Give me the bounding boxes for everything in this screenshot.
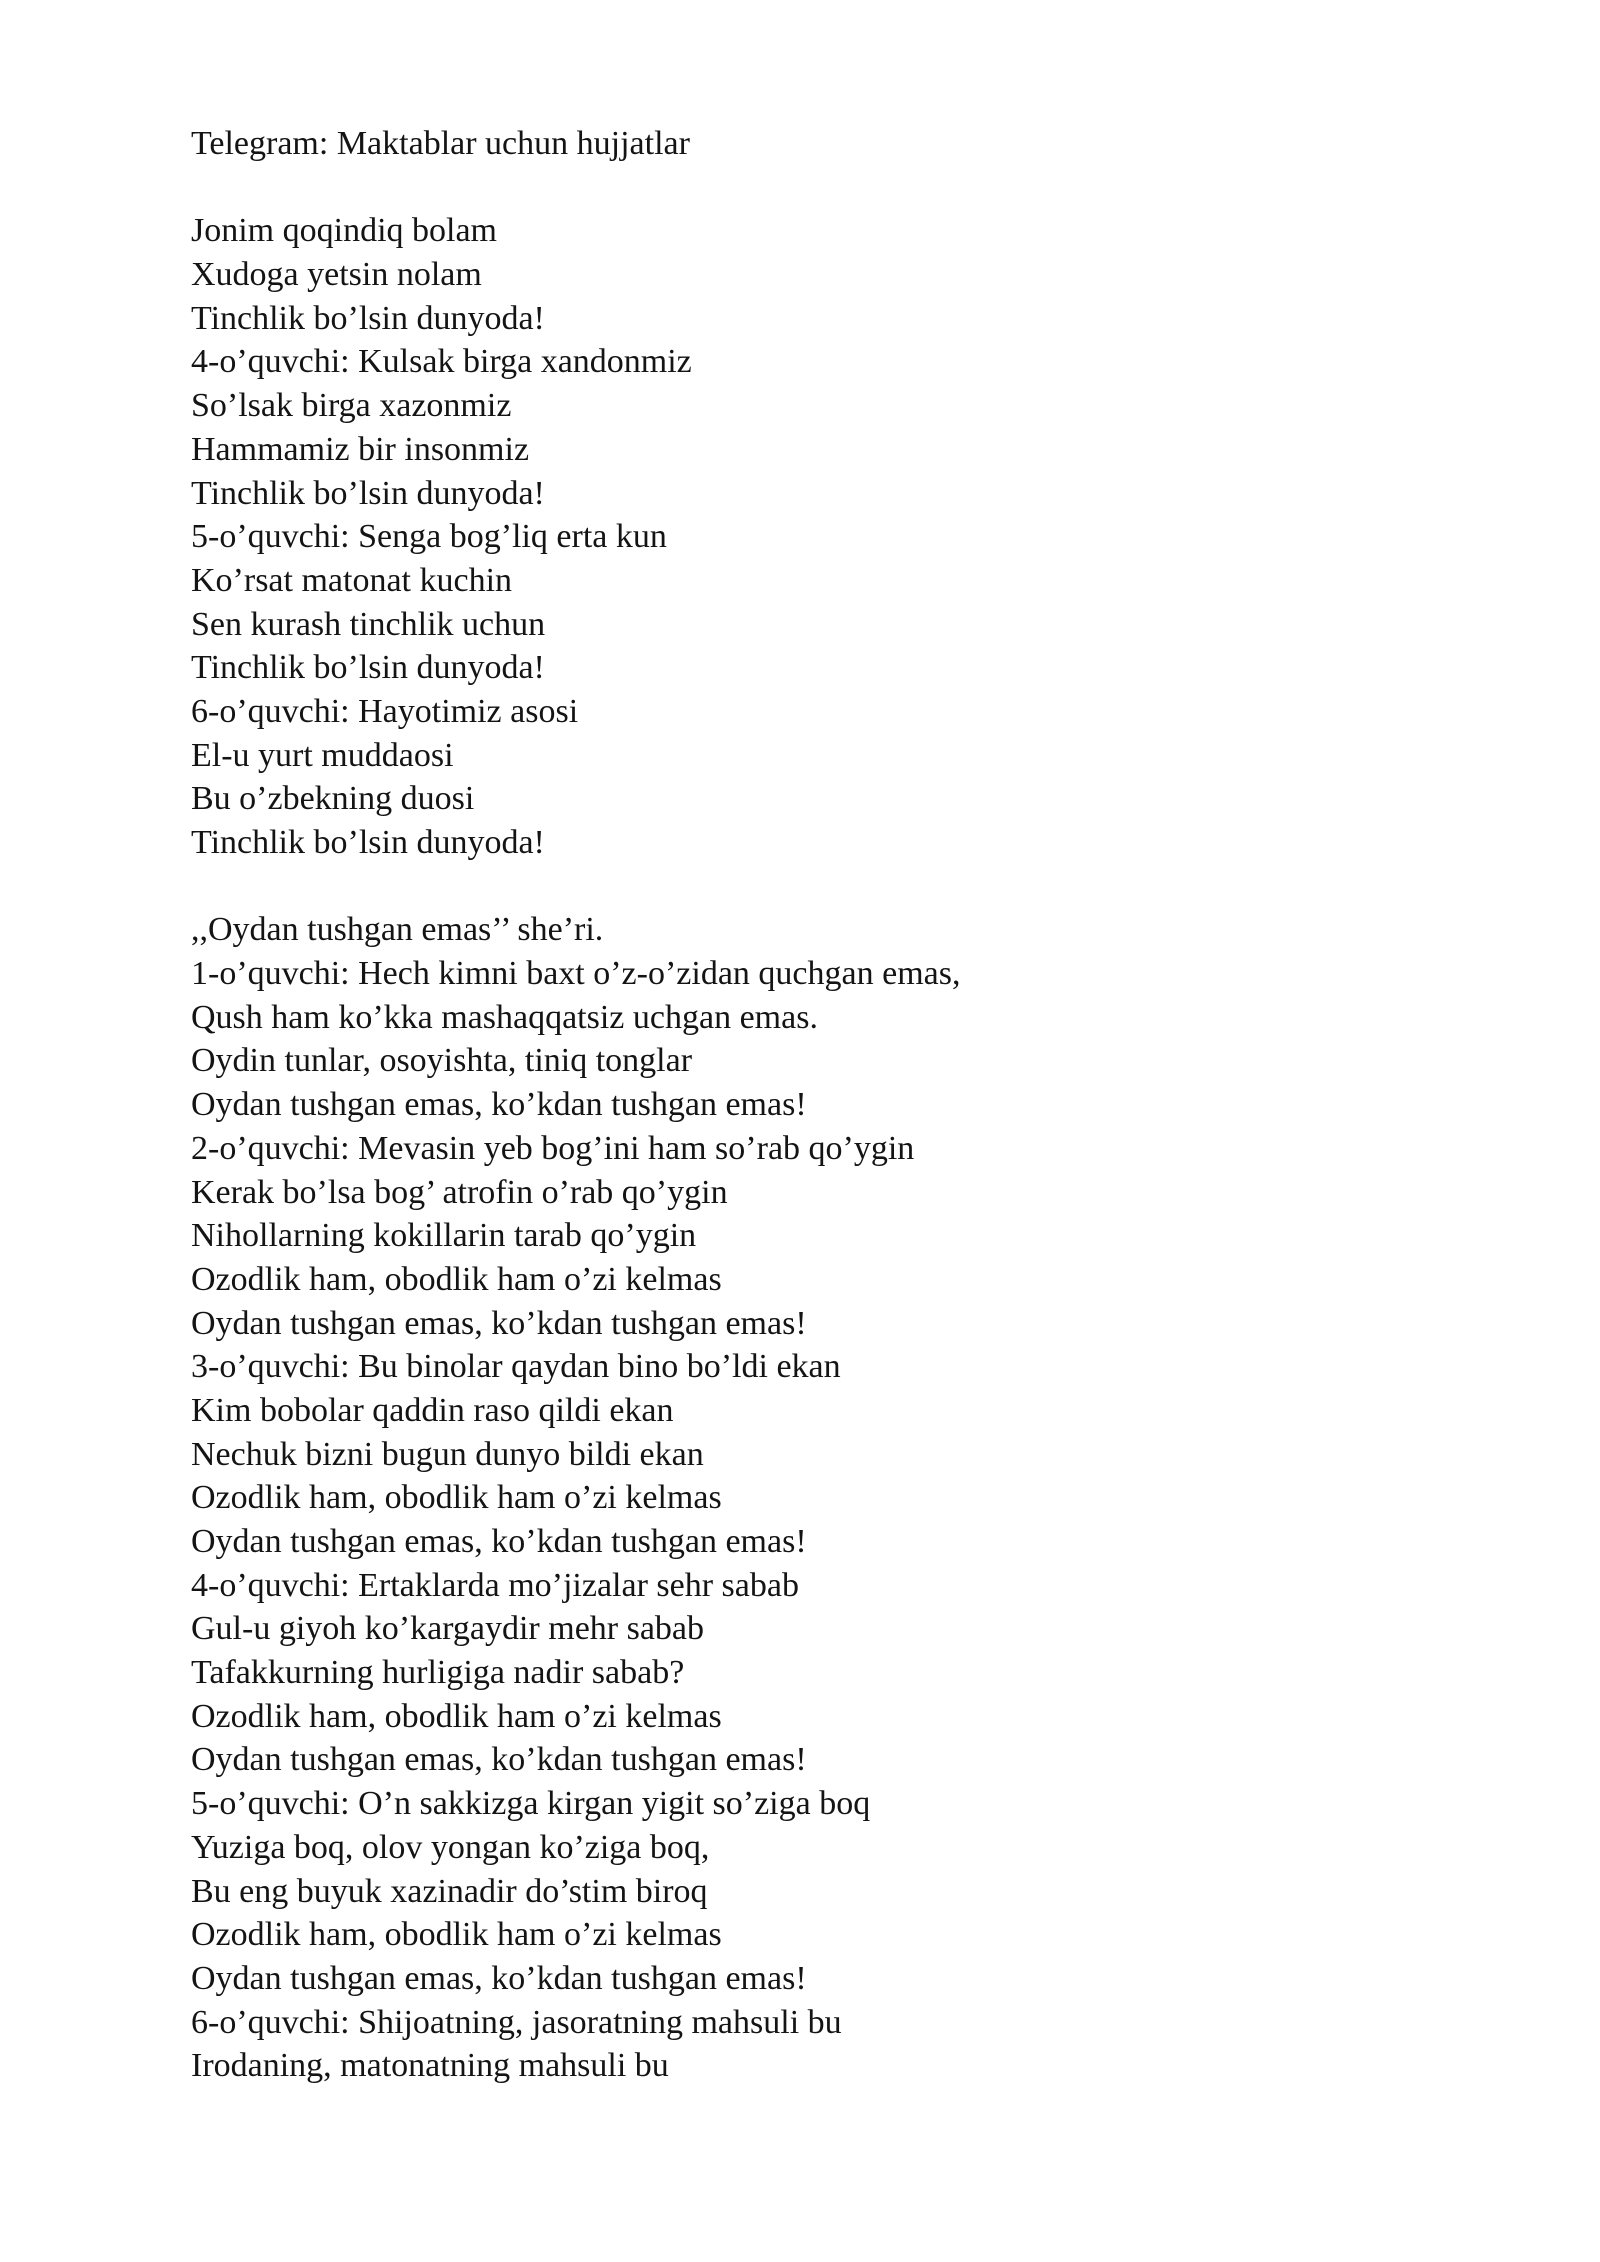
text-line: Ozodlik ham, obodlik ham o’zi kelmas	[191, 1260, 722, 1298]
text-line: Hammamiz bir insonmiz	[191, 430, 530, 468]
document-text	[191, 122, 1451, 2088]
text-line: El-u yurt muddaosi	[191, 736, 454, 774]
text-line: Qush ham ko’kka mashaqqatsiz uchgan emas.	[191, 998, 818, 1036]
text-line: Bu eng buyuk xazinadir do’stim biroq	[191, 1872, 708, 1910]
text-line: Yuziga boq, olov yongan ko’ziga boq,	[191, 1828, 710, 1866]
text-line: ,,Oydan tushgan emas’’ she’ri.	[191, 911, 604, 949]
text-line: Sen kurash tinchlik uchun	[191, 605, 546, 643]
text-line: 5-o’quvchi: Senga bog’liq erta kun	[191, 518, 667, 556]
text-line: Telegram: Maktablar uchun hujjatlar	[191, 125, 690, 162]
text-line: Nechuk bizni bugun dunyo bildi ekan	[191, 1435, 704, 1473]
text-line: 5-o’quvchi: O’n sakkizga kirgan yigit so’ziga boq	[191, 1785, 871, 1823]
text-line: Gul-u giyoh ko’kargaydir mehr sabab	[191, 1610, 705, 1648]
text-line: Tinchlik bo’lsin dunyoda!	[191, 299, 545, 337]
text-line: Ozodlik ham, obodlik ham o’zi kelmas	[191, 1479, 722, 1517]
text-line: Oydan tushgan emas, ko’kdan tushgan emas!	[191, 1741, 807, 1779]
text-line: Oydan tushgan emas, ko’kdan tushgan emas!	[191, 1304, 807, 1342]
text-line: Oydan tushgan emas, ko’kdan tushgan emas!	[191, 1959, 807, 1997]
text-line: Oydan tushgan emas, ko’kdan tushgan emas!	[191, 1523, 807, 1560]
text-line: Tafakkurning hurligiga nadir sabab?	[191, 1654, 685, 1692]
text-line: 1-o’quvchi: Hech kimni baxt o’z-o’zidan quchgan emas,	[191, 955, 961, 993]
text-line: Oydan tushgan emas, ko’kdan tushgan emas!	[191, 1086, 807, 1124]
text-line: 4-o’quvchi: Ertaklarda mo’jizalar sehr sabab	[191, 1566, 799, 1604]
text-line: Jonim qoqindiq bolam	[191, 212, 497, 250]
text-line: Ozodlik ham, obodlik ham o’zi kelmas	[191, 1697, 722, 1735]
text-line: Tinchlik bo’lsin dunyoda!	[191, 824, 545, 861]
text-line: Kim bobolar qaddin raso qildi ekan	[191, 1391, 674, 1429]
text-line: 6-o’quvchi: Hayotimiz asosi	[191, 692, 579, 730]
text-line: 6-o’quvchi: Shijoatning, jasoratning mahsuli bu	[191, 2003, 842, 2041]
text-line: 4-o’quvchi: Kulsak birga xandonmiz	[191, 343, 692, 381]
text-line: Nihollarning kokillarin tarab qo’ygin	[191, 1217, 697, 1255]
text-line: Ozodlik ham, obodlik ham o’zi kelmas	[191, 1916, 722, 1954]
text-line: Ko’rsat matonat kuchin	[191, 561, 513, 599]
text-line: 2-o’quvchi: Mevasin yeb bog’ini ham so’rab qo’ygin	[191, 1129, 915, 1167]
text-line: Tinchlik bo’lsin dunyoda!	[191, 474, 545, 512]
text-line: 3-o’quvchi: Bu binolar qaydan bino bo’ldi ekan	[191, 1348, 841, 1386]
text-line: Xudoga yetsin nolam	[191, 256, 482, 294]
text-line: Kerak bo’lsa bog’ atrofin o’rab qo’ygin	[191, 1173, 728, 1211]
text-line	[191, 166, 1451, 210]
text-line: Bu o’zbekning duosi	[191, 780, 475, 818]
text-line: Tinchlik bo’lsin dunyoda!	[191, 649, 545, 687]
text-line: So’lsak birga xazonmiz	[191, 387, 512, 425]
text-line	[191, 865, 1451, 909]
text-line: Oydin tunlar, osoyishta, tiniq tonglar	[191, 1042, 693, 1080]
text-line: Irodaning, matonatning mahsuli bu	[191, 2047, 669, 2085]
